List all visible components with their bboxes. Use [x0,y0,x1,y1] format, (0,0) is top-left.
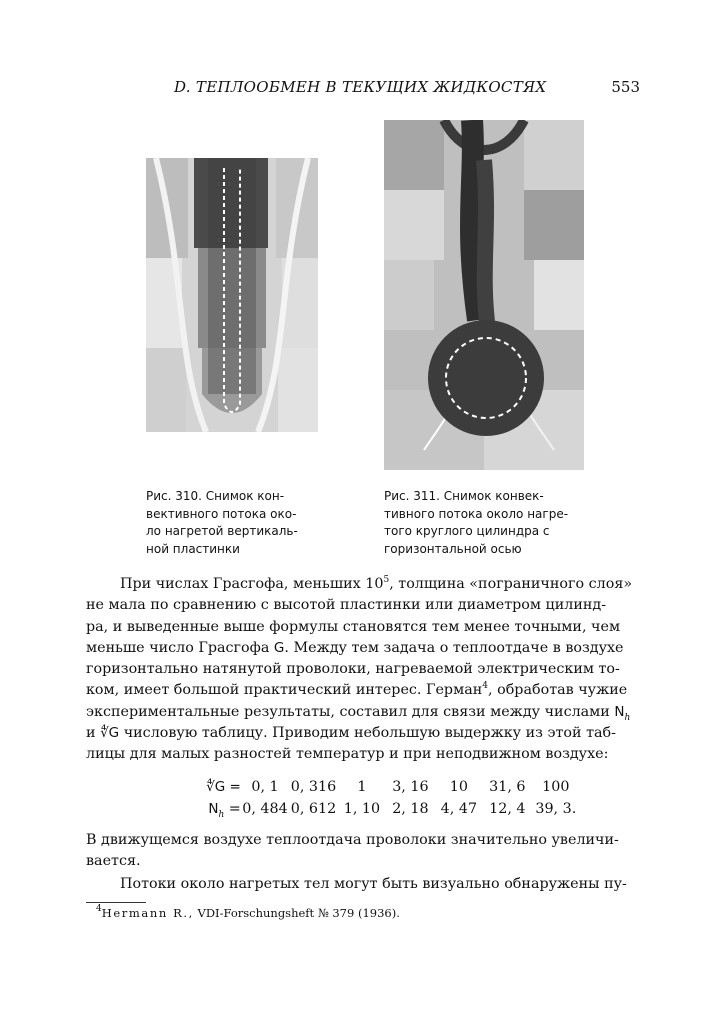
paragraph-moving-air [86,830,644,873]
footnote-source: VDI-Forschungsheft № 379 (1936). [193,906,400,920]
table-cell: 3, 16 [392,779,429,795]
table-cell: 0, 484 [242,801,288,817]
table-cell: 39, 3. [535,801,577,817]
caption-line: ной пластинки [146,541,240,556]
figure-310-caption [146,488,326,558]
caption-line: тивного потока около нагре- [384,506,569,521]
table-cell: 0, 316 [290,779,337,795]
text-line: вается. [86,853,141,870]
caption-line: вективного потока око- [146,506,297,521]
paragraph-grashof [86,574,644,766]
table-cell: 1, 10 [343,801,381,817]
table-cell: 2, 18 [392,801,429,817]
text-line: ра, и выведенные выше формулы становятся тем менее точными, чем [86,618,621,635]
caption-line: Рис. 310. Снимок кон- [146,489,285,503]
grashof-nusselt-table [160,776,580,820]
text-line: В движущемся воздухе теплоотдача проволоки значительно увеличи- [86,832,619,848]
text-line: меньше число Грасгофа G. Между тем задача о теплоотдаче в воздухе [86,639,624,656]
text-line: экспериментальные результаты, составил для связи между числами $N_h$ [86,703,631,723]
text-line: ком, имеет большой практический интерес. Герман$^4$, обработав чужие [86,681,628,699]
caption-line: Рис. 311. Снимок конвек- [384,489,544,503]
paragraph-visualization [86,874,644,895]
figure-311-caption [384,488,594,558]
table-cell: 12, 4 [489,801,526,817]
row-label: ∜G = [206,779,241,795]
footnote-mark: 4 [96,904,102,914]
table-row [160,798,580,820]
text-line: Потоки около нагретых тел могут быть визуально обнаружены пу- [120,876,627,892]
table-cell: 100 [542,779,570,795]
cylinder-schlieren-image [384,120,584,470]
figure-310-photo [146,158,318,432]
table-cell: 1 [357,779,367,795]
table-cell: 10 [449,779,468,795]
table-cell: 4, 47 [440,801,478,817]
footnote-author: Hermann R., [101,906,194,920]
text-line: не мала по сравнению с высотой пластинки или диаметром цилинд- [86,597,607,614]
figure-311-photo [384,120,584,470]
running-title: D. ТЕПЛООБМЕН В ТЕКУЩИХ ЖИДКОСТЯХ [174,78,547,96]
footnote-rule [86,902,146,903]
footnote [96,906,400,920]
vertical-plate-schlieren-image [146,158,318,432]
running-header [130,76,640,100]
caption-line: горизонтальной осью [384,541,522,556]
text-line: лицы для малых разностей температур и при неподвижном воздухе: [86,746,609,763]
row-label: $N_h$ = [208,801,241,820]
page-number: 553 [611,78,640,96]
table-cell: 0, 1 [251,779,279,795]
table-cell: 31, 6 [489,779,526,795]
table-cell: 0, 612 [290,801,337,817]
text-line: и ∜G числовую таблицу. Приводим небольшую выдержку из этой таб- [86,725,616,742]
text-line: горизонтально натянутой проволоки, нагреваемой электрическим то- [86,661,620,678]
caption-line: ло нагретой вертикаль- [146,524,298,538]
text-line: При числах Грасгофа, меньших $10^5$, толщина «пограничного слоя» [120,575,633,592]
table-row [160,776,580,798]
caption-line: того круглого цилиндра с [384,524,550,538]
